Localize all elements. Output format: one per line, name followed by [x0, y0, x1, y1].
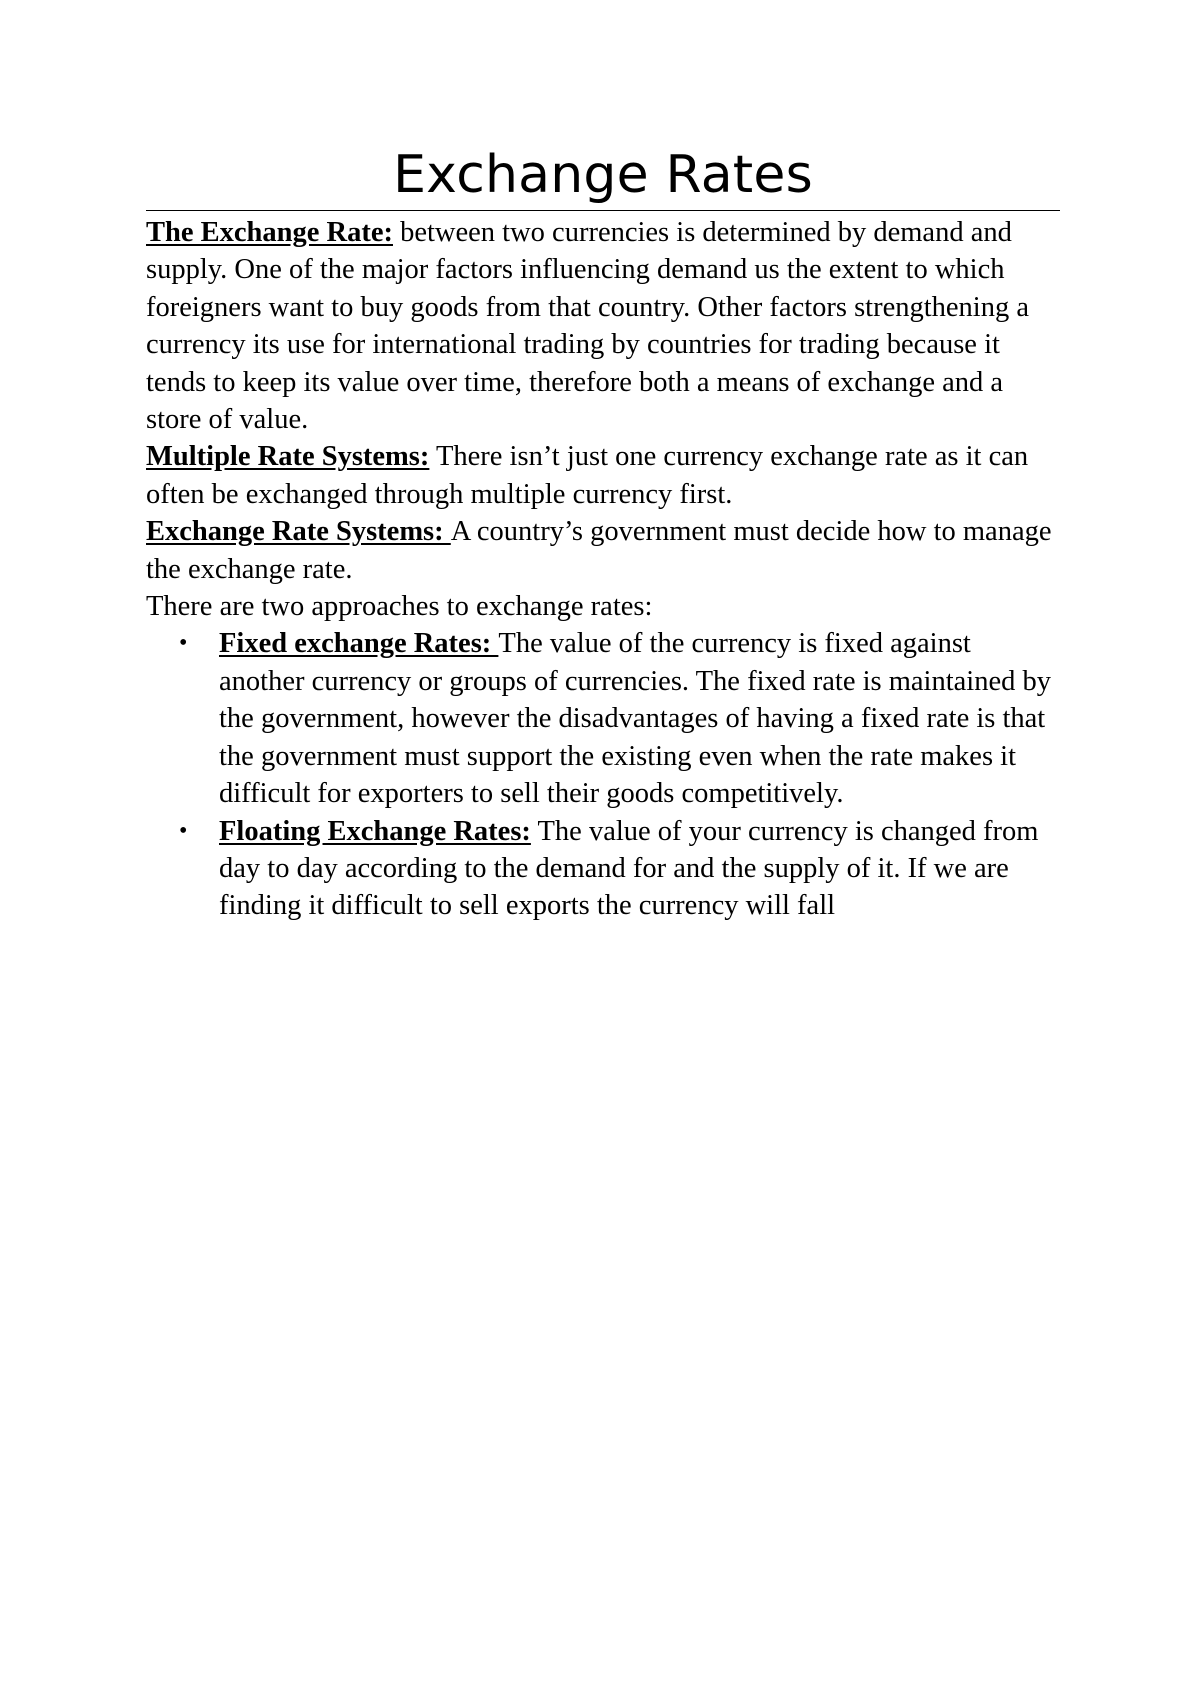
paragraph-text: There isn’t just one currency exchange rate as it can often be exchanged through multiple currency first.	[146, 441, 1029, 510]
list-item-text: The value of the currency is fixed against another currency or groups of currencies. The fixed rate is maintained by the government, however the disadvantages of having a fixed rate is that the government must support the existing even when the rate makes it difficult for exporters to sell their goods competitively.	[219, 628, 1051, 810]
paragraph-exchange-rate	[146, 214, 1060, 438]
bullet-icon: •	[179, 817, 188, 844]
term-fixed-exchange-rates: Fixed exchange Rates:	[219, 628, 499, 660]
paragraph-multiple-rate-systems	[146, 438, 1060, 513]
bullet-icon: •	[179, 630, 188, 657]
term-exchange-rate-systems: Exchange Rate Systems:	[146, 516, 451, 548]
document-body	[146, 214, 1060, 925]
paragraph-text: between two currencies is determined by demand and supply. One of the major factors influencing demand us the extent to which foreigners want to buy goods from that country. Other factors strengthening a currency its use for international trading by countries for trading because it tends to keep its value over time, therefore both a means of exchange and a store of value.	[146, 217, 1029, 436]
list-item-floating	[179, 813, 1060, 925]
document-title: Exchange Rates	[146, 140, 1060, 211]
approaches-list	[146, 625, 1060, 924]
list-item-fixed	[179, 625, 1060, 812]
term-floating-exchange-rates: Floating Exchange Rates:	[219, 815, 531, 847]
term-exchange-rate: The Exchange Rate:	[146, 217, 393, 248]
list-item-text: The value of your currency is changed from day to day according to the demand for and the supply of it. If we are finding it difficult to sell exports the currency will fall	[219, 815, 1039, 922]
paragraph-text: A country’s government must decide how to manage the exchange rate.	[146, 516, 1052, 585]
paragraph-exchange-rate-systems	[146, 513, 1060, 588]
paragraph-intro: There are two approaches to exchange rates:	[146, 591, 653, 623]
document-content	[146, 140, 1060, 925]
term-multiple-rate-systems: Multiple Rate Systems:	[146, 441, 430, 473]
